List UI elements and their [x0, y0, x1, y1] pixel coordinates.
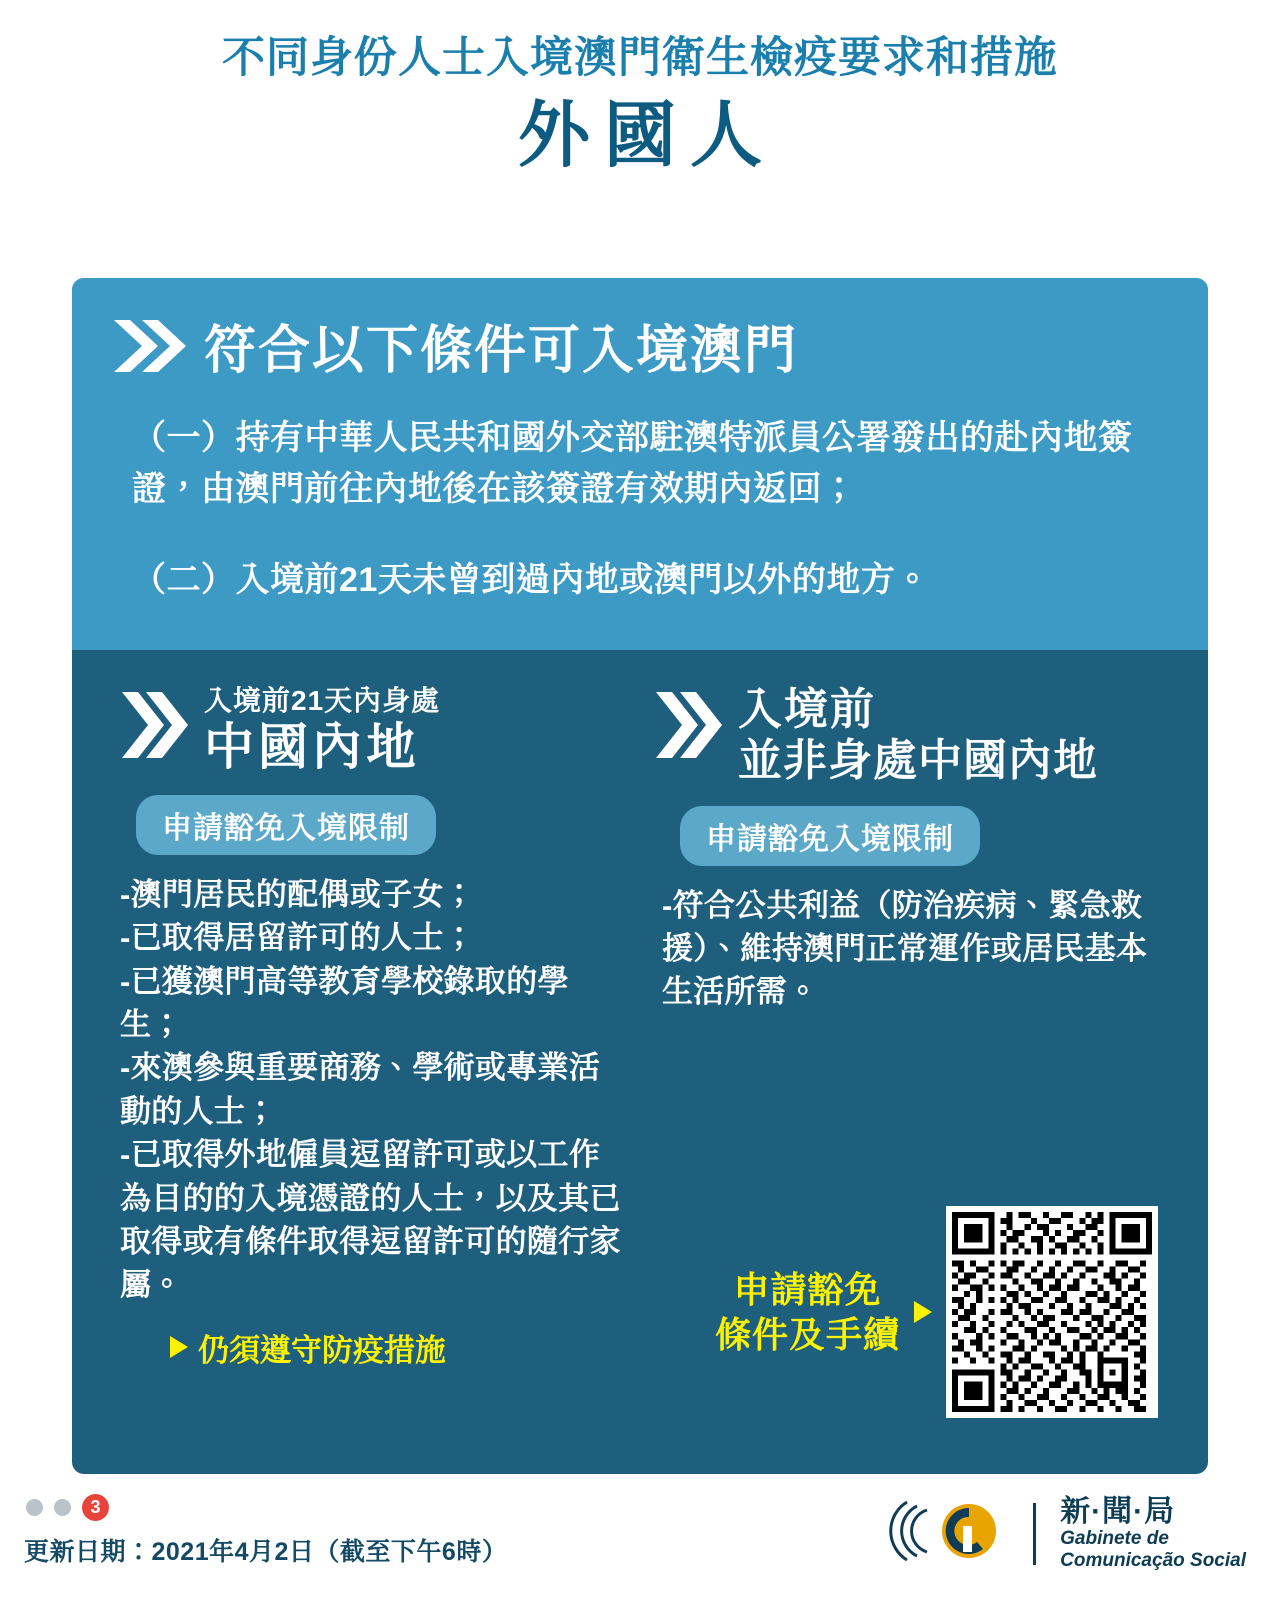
double-chevron-icon [120, 684, 190, 766]
triangle-icon [170, 1336, 188, 1358]
main-card [72, 278, 1208, 1474]
qr-code[interactable] [946, 1206, 1158, 1418]
section-heading-text: 符合以下條件可入境澳門 [204, 322, 799, 380]
list-item: -澳門居民的配偶或子女； [120, 876, 475, 912]
condition-item-1: （一）持有中華人民共和國外交部駐澳特派員公署發出的赴內地簽證，由澳門前往內地後在該簽證有效期內返回； [132, 419, 1133, 508]
gcs-logo [889, 1492, 1246, 1575]
double-chevron-icon [654, 684, 724, 766]
triangle-icon [914, 1301, 932, 1323]
column-heading-texts-left [204, 684, 440, 775]
column-heading-left [120, 684, 626, 775]
update-date: 更新日期：2021年4月2日（截至下午6時） [24, 1538, 508, 1566]
qr-label: 申請豁免 條件及手續 [714, 1269, 900, 1355]
condition-item-2: （二）入境前21天未曾到過內地或澳門以外的地方。 [132, 561, 930, 599]
prevention-note [120, 1325, 626, 1370]
exemption-pill-right: 申請豁免入境限制 [680, 806, 980, 866]
column-title-right: 並非身處中國內地 [738, 736, 1098, 786]
gcs-logo-mark [889, 1492, 1009, 1575]
section-heading [112, 308, 1168, 383]
qr-application-block[interactable] [715, 1206, 1158, 1418]
column-heading-right [654, 684, 1160, 786]
column-heading-texts-right [738, 684, 1098, 786]
logo-divider [1033, 1503, 1036, 1565]
page-number-badge: 3 [82, 1494, 109, 1521]
gcs-logo-text [1060, 1495, 1246, 1572]
pill-wrap-left [120, 775, 626, 855]
logo-text-pt-line2: Comunicação Social [1060, 1550, 1246, 1571]
logo-text-zh: 新·聞·局 [1060, 1495, 1176, 1529]
exemption-pill-left: 申請豁免入境限制 [136, 795, 436, 855]
pill-wrap-right [654, 786, 1160, 866]
double-chevron-icon [112, 318, 188, 374]
list-item: -已取得居留許可的人士； [120, 920, 475, 956]
header [0, 0, 1280, 177]
page-title: 外國人 [517, 96, 776, 177]
list-item: -來澳參與重要商務、學術或專業活動的人士； [120, 1050, 601, 1129]
page-dot-2 [54, 1499, 71, 1516]
logo-text-pt-line1: Gabinete de [1060, 1528, 1169, 1550]
list-item: -已獲澳門高等教育學校錄取的學生； [120, 963, 569, 1042]
column-kicker-left: 入境前21天內身處 [204, 685, 441, 716]
prevention-note-text: 仍須遵守防疫措施 [198, 1332, 446, 1368]
exemption-list-left [120, 873, 626, 1307]
header-subtitle: 不同身份人士入境澳門衛生檢疫要求和措施 [222, 34, 1058, 82]
page-indicator [26, 1494, 109, 1521]
page-dot-1 [26, 1499, 43, 1516]
column-outside-mainland [640, 684, 1174, 1136]
column-title-left: 中國內地 [204, 718, 420, 775]
footer [0, 1474, 1280, 1600]
column-mainland-china [106, 684, 640, 1368]
exemption-list-right [654, 884, 1160, 1014]
entry-conditions-panel [72, 278, 1208, 650]
column-kicker-right: 入境前 [738, 685, 876, 734]
list-item: -符合公共利益（防治疾病、緊急救援）、維持澳門正常運作或居民基本生活所需。 [662, 887, 1148, 1010]
list-item: -已取得外地僱員逗留許可或以工作為目的的入境憑證的人士，以及其已取得或有條件取得逗留許可的隨行家屬。 [120, 1137, 621, 1303]
